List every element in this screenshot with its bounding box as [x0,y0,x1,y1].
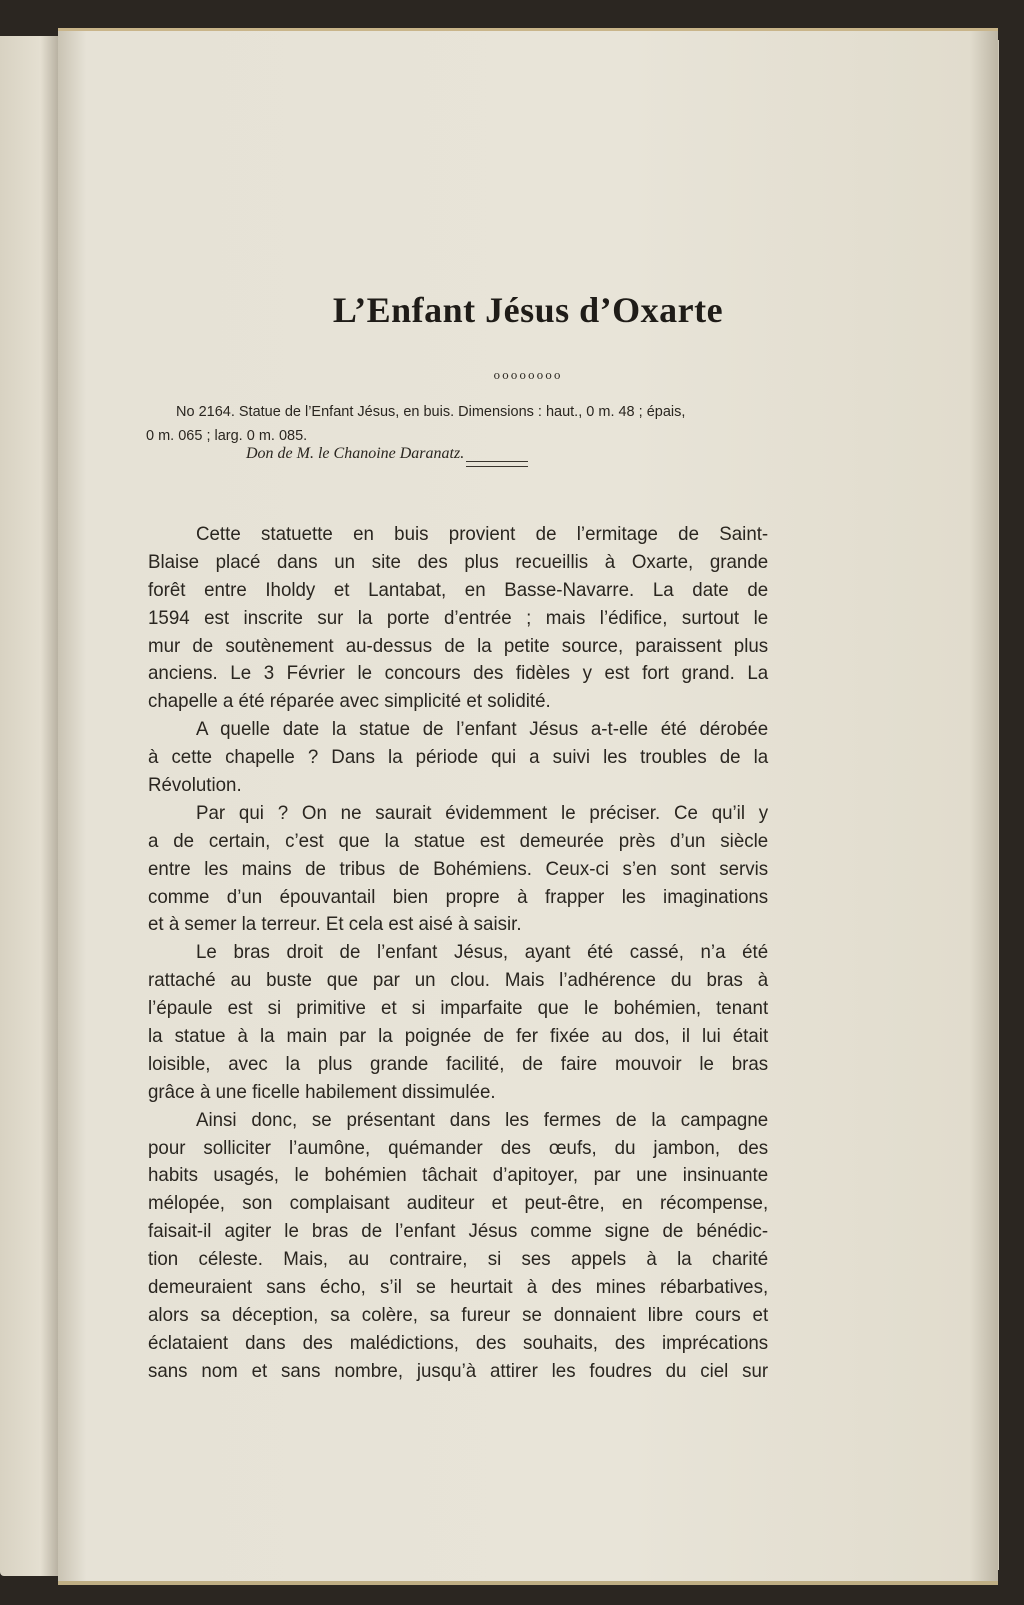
text-line: Blaise placé dans un site des plus recueillis à Oxarte, grande [148,550,769,573]
text-line: faisait-il agiter le bras de l’enfant Jésus comme signe de bénédic- [148,1220,769,1243]
text-line: l’épaule est si primitive et si imparfaite que le bohémien, tenant [148,997,769,1020]
text-line: mélopée, son complaisant auditeur et peut-être, en récompense, [148,1192,769,1215]
text-line: Ainsi donc, se présentant dans les fermes de la campagne [196,1108,769,1131]
text-line: à cette chapelle ? Dans la période qui a suivi les troubles de la [148,746,769,769]
text-line: Révolution. [148,774,242,797]
text-line: anciens. Le 3 Février le concours des fidèles y est fort grand. La [148,662,769,685]
text-line: grâce à une ficelle habilement dissimulée. [148,1080,496,1103]
text-line: Cette statuette en buis provient de l’ermitage de Saint- [196,523,769,545]
text-line: éclataient dans des malédictions, des souhaits, des imprécations [148,1331,769,1354]
text-line: Le bras droit de l’enfant Jésus, ayant été cassé, n’a été [196,941,769,964]
left-page-edge [0,36,58,1576]
title-ornament: oooooooo [493,369,563,382]
document-page [58,28,998,1585]
text-line: A quelle date la statue de l’enfant Jésus a-t-elle été dérobée [196,718,769,741]
text-line: demeuraient sans écho, s’il se heurtait à des mines rébarbatives, [148,1276,769,1299]
text-line: rattaché au buste que par un clou. Mais l’adhérence du bras à [148,969,769,992]
text-line: Par qui ? On ne saurait évidemment le préciser. Ce qu’il y [196,801,769,824]
text-line: chapelle a été réparée avec simplicité et solidité. [148,690,551,713]
text-line: habits usagés, le bohémien tâchait d’apitoyer, par une insinuante [148,1164,769,1187]
catalog-note-donor: Don de M. le Chanoine Daranatz. [246,445,465,462]
text-line: forêt entre Iholdy et Lantabat, en Basse-Navarre. La date de [148,578,769,601]
page-title: L’Enfant Jésus d’Oxarte [332,290,724,330]
text-line: comme d’un épouvantail bien propre à frapper les imaginations [148,885,769,908]
text-line: entre les mains de tribus de Bohémiens. Ceux-ci s’en sont servis [148,857,769,880]
separator-rule-bottom [466,466,528,467]
separator-rule-top [466,461,528,462]
text-line: a de certain, c’est que la statue est demeurée près d’un siècle [148,829,769,852]
text-line: tion céleste. Mais, au contraire, si ses appels à la charité [148,1248,769,1271]
catalog-note-line-2: 0 m. 065 ; larg. 0 m. 085. [146,428,308,444]
catalog-note-line-1: No 2164. Statue de l’Enfant Jésus, en buis. Dimensions : haut., 0 m. 48 ; épais, [176,404,686,420]
text-line: pour solliciter l’aumône, quémander des œufs, du jambon, des [148,1136,769,1159]
article-body [148,521,768,1386]
text-line: alors sa déception, sa colère, sa fureur se donnaient libre cours et [148,1303,769,1326]
text-line: mur de soutènement au-dessus de la petite source, paraissent plus [148,634,769,657]
text-line: sans nom et sans nombre, jusqu’à attirer les foudres du ciel sur [148,1359,769,1382]
text-line: et à semer la terreur. Et cela est aisé à saisir. [148,913,522,936]
text-line: loisible, avec la plus grande facilité, de faire mouvoir le bras [148,1052,769,1075]
text-line: la statue à la main par la poignée de fer fixée au dos, il lui était [148,1025,769,1048]
text-line: 1594 est inscrite sur la porte d’entrée ; mais l’édifice, surtout le [148,606,769,629]
